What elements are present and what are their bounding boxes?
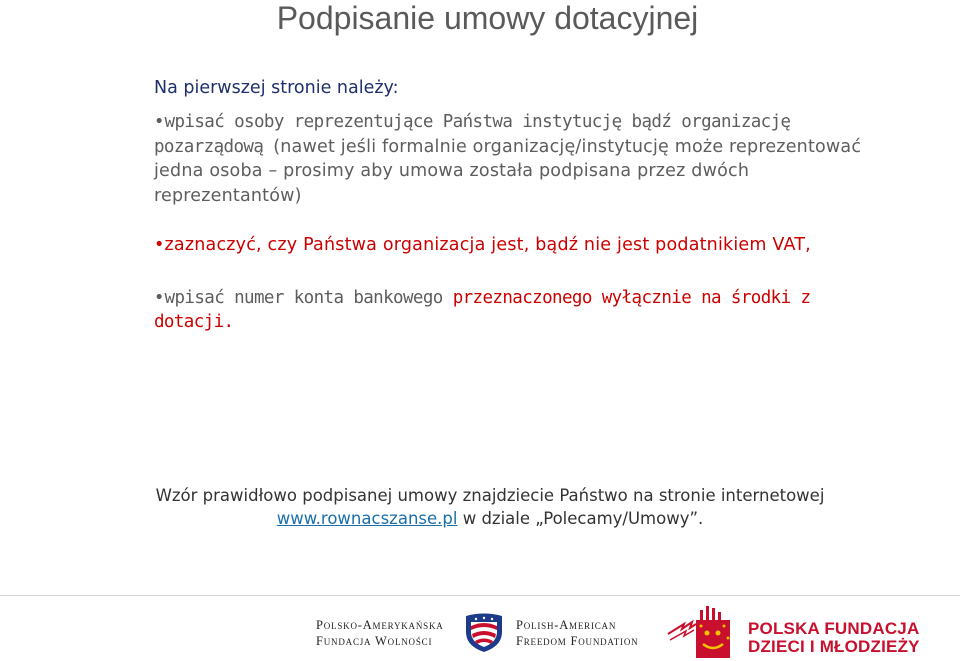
note-text-after: w dziale „Polecamy/Umowy”. bbox=[457, 509, 704, 528]
bullet-text-a: wpisać osoby reprezentujące Państwa instytucję bądź organizację pozarządową bbox=[154, 112, 791, 157]
bullet-vat bbox=[154, 233, 874, 258]
website-link[interactable]: www.rownacszanse.pl bbox=[276, 509, 458, 528]
bullet-bank-account bbox=[154, 286, 874, 335]
pafw-pl-line1: Polsko-Amerykańska bbox=[316, 618, 444, 632]
pafw-name-en bbox=[516, 617, 638, 649]
pfdm-emblem-icon bbox=[666, 604, 744, 660]
pfdm-line2: DZIECI I MŁODZIEŻY bbox=[748, 637, 920, 656]
instructions-block bbox=[154, 76, 874, 335]
pfdm-line1: POLSKA FUNDACJA bbox=[748, 619, 920, 638]
pafw-name-pl bbox=[316, 617, 444, 649]
template-note bbox=[140, 484, 840, 530]
intro-heading: Na pierwszej stronie należy: bbox=[154, 78, 399, 98]
bullet-text-b: przeznaczonego wyłącznie na środki z dotacji. bbox=[154, 287, 811, 332]
bullet-marker: • bbox=[154, 287, 165, 308]
bullet-representatives bbox=[154, 110, 874, 208]
pafw-en-line1: Polish-American bbox=[516, 618, 617, 632]
footer-divider bbox=[0, 595, 960, 596]
bullet-text: zaznaczyć, czy Państwa organizacja jest, bądź nie jest podatnikiem VAT, bbox=[164, 235, 811, 255]
bullet-text-b: (nawet jeśli formalnie organizację/instytucję może reprezentować jedna osoba – prosimy aby umowa została podpisana przez dwóch reprezentantów) bbox=[154, 136, 862, 206]
pfdm-name bbox=[748, 620, 920, 656]
bullet-marker: • bbox=[154, 112, 165, 132]
note-text-before: Wzór prawidłowo podpisanej umowy znajdziecie Państwo na stronie internetowej bbox=[155, 486, 825, 505]
bullet-text-a: wpisać numer konta bankowego bbox=[164, 287, 453, 308]
page-title: Podpisanie umowy dotacyjnej bbox=[276, 0, 699, 36]
pafw-pl-line2: Fundacja Wolności bbox=[316, 634, 433, 648]
pafw-en-line2: Freedom Foundation bbox=[516, 634, 639, 648]
bullet-marker: • bbox=[154, 235, 165, 255]
pafw-emblem-icon bbox=[462, 612, 506, 654]
